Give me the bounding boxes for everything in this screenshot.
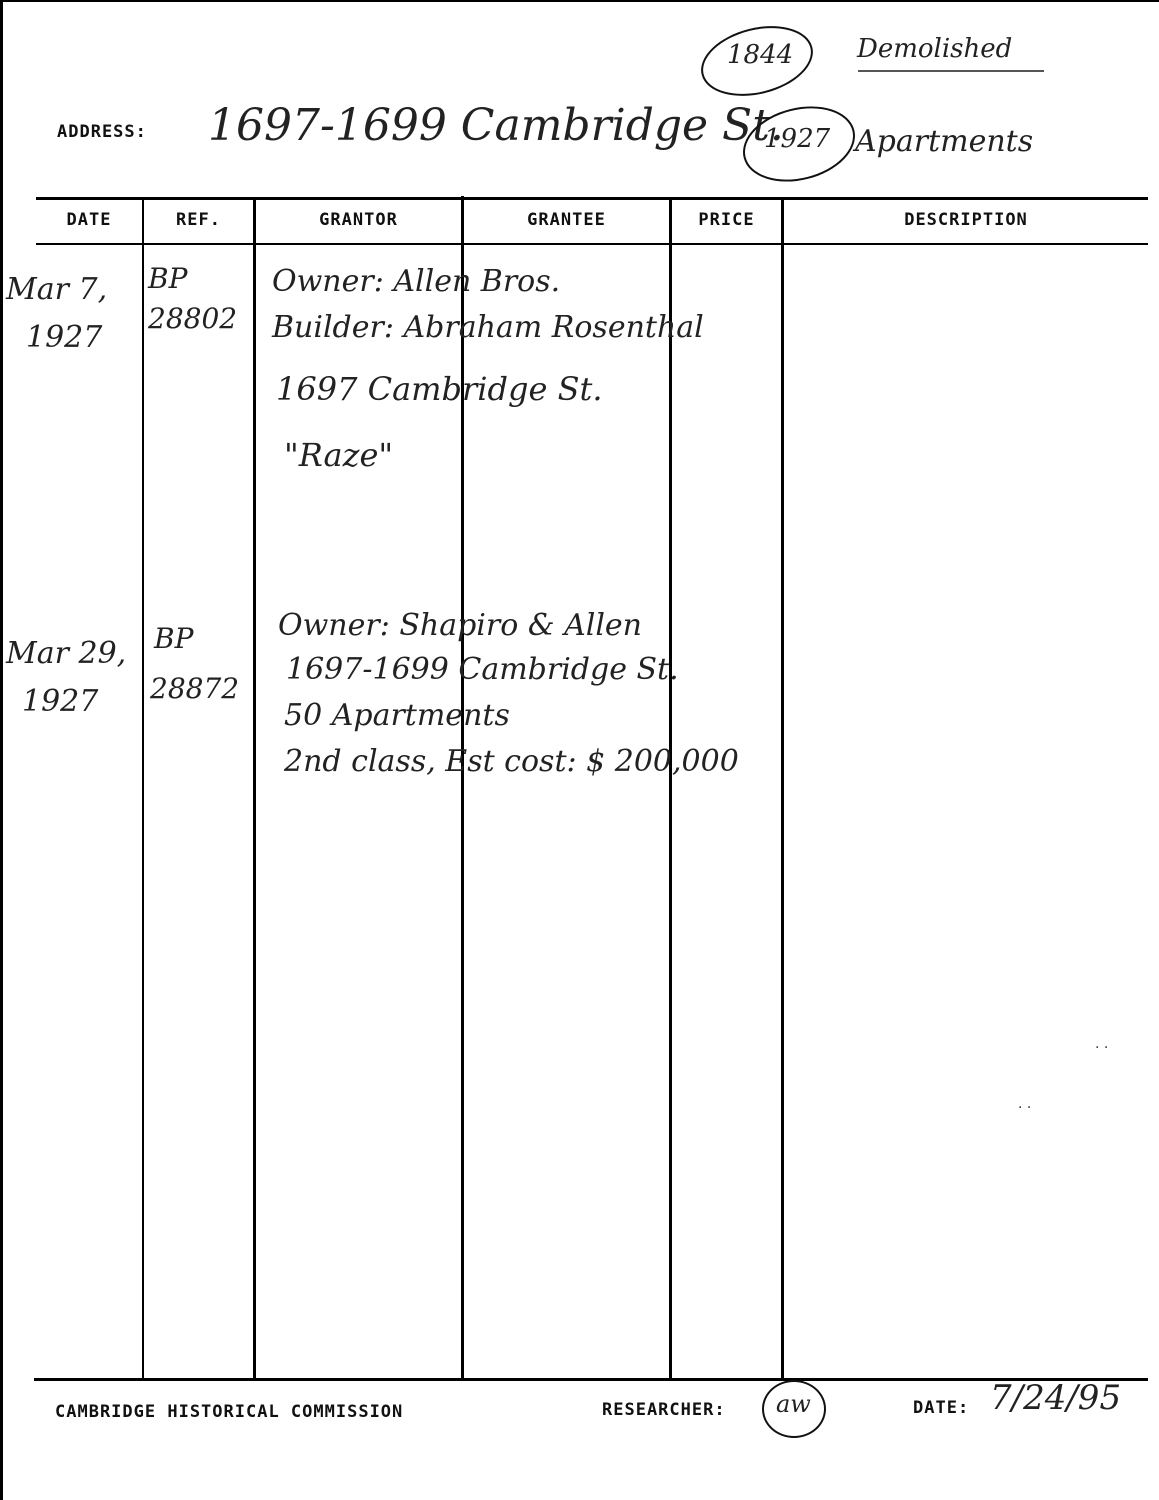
organization-name: CAMBRIDGE HISTORICAL COMMISSION [55,1402,404,1422]
entry-2-line1: Owner: Shapiro & Allen [278,608,642,643]
entry-1-line3: 1697 Cambridge St. [276,370,603,408]
column-header-date: DATE [66,210,112,230]
date-value: 7/24/95 [990,1378,1122,1418]
year-1: 1844 [727,40,794,70]
table-top-rule [36,197,1148,200]
entry-2-date-line1: Mar 29, [6,636,127,671]
entry-2-date-line2: 1927 [22,684,99,719]
entry-2-line2: 1697-1699 Cambridge St. [286,652,679,687]
entry-2-line3: 50 Apartments [284,698,510,733]
column-divider-4 [669,200,672,1380]
column-header-grantor: GRANTOR [319,210,398,230]
column-header-ref: REF. [176,210,221,230]
page-edge-left [0,0,3,1500]
column-divider-2 [253,200,256,1380]
stray-mark-1: · · [1095,1040,1109,1056]
entry-1-date-line2: 1927 [26,320,103,355]
date-label: DATE: [913,1398,970,1418]
entry-2-line4: 2nd class, Est cost: $ 200,000 [284,744,739,779]
column-divider-5 [781,200,784,1380]
entry-1-line2: Builder: Abraham Rosenthal [272,310,704,345]
column-header-price: PRICE [698,210,755,230]
entry-2-ref-line2: 28872 [150,672,240,705]
page-edge-top [0,0,1159,2]
researcher-initials: aw [776,1390,811,1418]
researcher-label: RESEARCHER: [602,1400,726,1420]
table-bottom-rule [34,1378,1148,1381]
entry-1-line1: Owner: Allen Bros. [272,264,561,299]
entry-1-date-line1: Mar 7, [6,272,108,307]
column-header-description: DESCRIPTION [904,210,1028,230]
stray-mark-2: · · [1018,1100,1032,1116]
year-2: 1927 [764,124,831,154]
address-label: ADDRESS: [57,122,147,142]
table-header-rule [36,243,1148,245]
status-1-underline [858,70,1044,72]
status-2: Apartments [855,124,1034,159]
column-header-grantee: GRANTEE [527,210,606,230]
entry-1-ref-line2: 28802 [148,302,238,335]
status-1: Demolished [857,34,1013,64]
column-divider-1 [142,200,144,1380]
entry-1-line4: "Raze" [284,436,394,474]
address-value: 1697-1699 Cambridge St. [208,100,784,151]
entry-2-ref-line1: BP [154,622,194,655]
entry-1-ref-line1: BP [148,262,188,295]
